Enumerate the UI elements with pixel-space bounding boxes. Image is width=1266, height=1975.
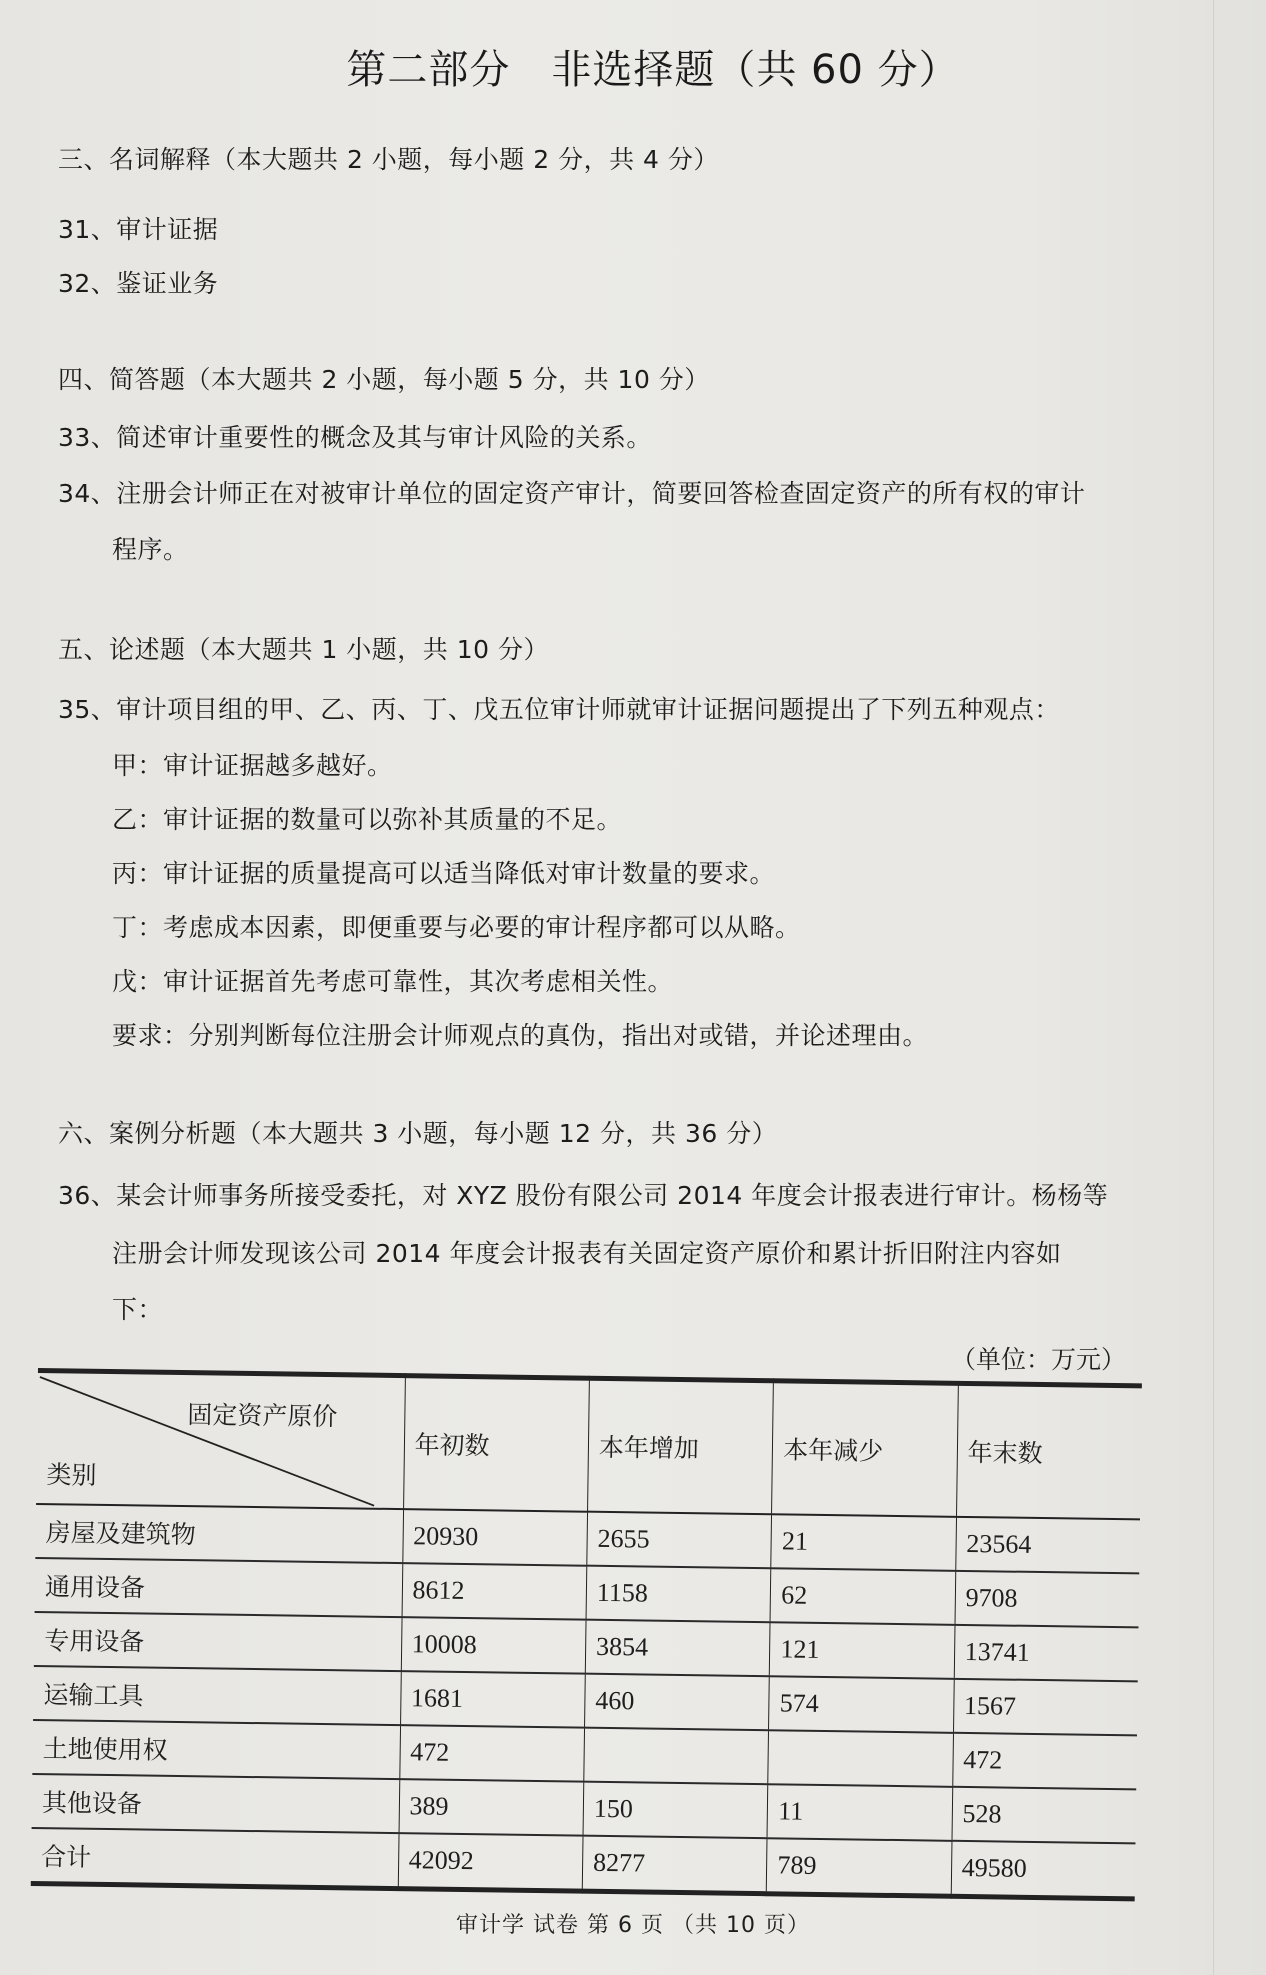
question-36-line2: 注册会计师发现该公司 2014 年度会计报表有关固定资产原价和累计折旧附注内容如 bbox=[112, 1239, 1062, 1268]
column-header-decrease: 本年减少 bbox=[772, 1381, 958, 1517]
column-header-begin: 年初数 bbox=[403, 1376, 589, 1512]
cell-begin: 389 bbox=[399, 1779, 584, 1836]
view-jia: 甲：审计证据越多越好。 bbox=[112, 751, 393, 780]
cell-decrease: 11 bbox=[767, 1784, 952, 1841]
page-footer: 审计学 试卷 第 6 页 （共 10 页） bbox=[456, 1913, 810, 1938]
cell-increase: 3854 bbox=[585, 1620, 770, 1677]
fixed-assets-table bbox=[31, 1368, 1142, 1901]
cell-begin: 472 bbox=[399, 1725, 584, 1782]
cell-begin: 8612 bbox=[402, 1563, 587, 1620]
cell-decrease: 121 bbox=[770, 1622, 955, 1679]
question-33: 33、简述审计重要性的概念及其与审计风险的关系。 bbox=[58, 423, 652, 452]
cell-end: 13741 bbox=[954, 1625, 1139, 1682]
cell-increase: 1158 bbox=[586, 1566, 771, 1623]
column-header-increase: 本年增加 bbox=[588, 1378, 774, 1514]
cell-decrease: 21 bbox=[771, 1514, 956, 1571]
question-36-line1: 36、某会计师事务所接受委托，对 XYZ 股份有限公司 2014 年度会计报表进行审计。杨杨等 bbox=[58, 1181, 1109, 1210]
row-category: 房屋及建筑物 bbox=[45, 1518, 196, 1550]
section-4-heading: 四、简答题（本大题共 2 小题，每小题 5 分，共 10 分） bbox=[58, 365, 710, 394]
view-bing: 丙：审计证据的质量提高可以适当降低对审计数量的要求。 bbox=[112, 859, 776, 888]
question-35-requirement: 要求：分别判断每位注册会计师观点的真伪，指出对或错，并论述理由。 bbox=[112, 1021, 929, 1050]
section-3-heading: 三、名词解释（本大题共 2 小题，每小题 2 分，共 4 分） bbox=[58, 145, 719, 174]
view-wu: 戊：审计证据首先考虑可靠性，其次考虑相关性。 bbox=[112, 967, 674, 996]
table-unit-label: （单位：万元） bbox=[950, 1345, 1126, 1374]
view-ding: 丁：考虑成本因素，即便重要与必要的审计程序都可以从略。 bbox=[112, 913, 801, 942]
fixed-assets-table-wrapper bbox=[31, 1368, 1142, 1901]
header-category: 类别 bbox=[46, 1460, 97, 1490]
row-category: 合计 bbox=[40, 1842, 92, 1872]
question-36-line3: 下： bbox=[112, 1295, 164, 1324]
diagonal-header-cell bbox=[36, 1370, 405, 1509]
cell-begin: 20930 bbox=[402, 1509, 587, 1566]
cell-decrease: 62 bbox=[770, 1568, 955, 1625]
question-32: 32、鉴证业务 bbox=[58, 269, 219, 298]
cell-end: 1567 bbox=[953, 1679, 1138, 1736]
section-6-heading: 六、案例分析题（本大题共 3 小题，每小题 12 分，共 36 分） bbox=[58, 1119, 778, 1148]
cell-decrease bbox=[768, 1730, 953, 1787]
cell-increase bbox=[584, 1728, 769, 1785]
row-category: 通用设备 bbox=[44, 1572, 146, 1603]
cell-begin: 10008 bbox=[401, 1617, 586, 1674]
question-35-intro: 35、审计项目组的甲、乙、丙、丁、戊五位审计师就审计证据问题提出了下列五种观点： bbox=[58, 695, 1060, 724]
cell-end: 528 bbox=[952, 1787, 1137, 1844]
cell-end: 472 bbox=[952, 1733, 1137, 1790]
table-header-row bbox=[36, 1370, 1142, 1519]
row-category: 其他设备 bbox=[41, 1788, 143, 1819]
cell-end: 23564 bbox=[955, 1517, 1140, 1574]
cell-increase: 2655 bbox=[587, 1512, 772, 1569]
row-category: 土地使用权 bbox=[42, 1734, 168, 1765]
cell-begin: 1681 bbox=[400, 1671, 585, 1728]
question-34-line1: 34、注册会计师正在对被审计单位的固定资产审计，简要回答检查固定资产的所有权的审计 bbox=[58, 479, 1086, 508]
question-31: 31、审计证据 bbox=[58, 215, 219, 244]
question-34-line2: 程序。 bbox=[112, 535, 189, 564]
header-original-cost: 固定资产原价 bbox=[187, 1400, 338, 1432]
cell-end: 9708 bbox=[955, 1571, 1140, 1628]
row-category: 运输工具 bbox=[43, 1680, 144, 1711]
cell-increase: 8277 bbox=[582, 1836, 767, 1894]
cell-decrease: 574 bbox=[769, 1676, 954, 1733]
view-yi: 乙：审计证据的数量可以弥补其质量的不足。 bbox=[112, 805, 623, 834]
cell-end: 49580 bbox=[951, 1841, 1136, 1899]
column-header-end: 年末数 bbox=[956, 1383, 1142, 1519]
page-title: 第二部分 非选择题（共 60 分） bbox=[346, 47, 960, 93]
cell-increase: 460 bbox=[584, 1674, 769, 1731]
page-fold-line bbox=[1213, 0, 1214, 1975]
cell-decrease: 789 bbox=[767, 1838, 952, 1896]
section-5-heading: 五、论述题（本大题共 1 小题，共 10 分） bbox=[58, 635, 550, 664]
row-category: 专用设备 bbox=[43, 1626, 145, 1657]
cell-begin: 42092 bbox=[398, 1833, 583, 1891]
cell-increase: 150 bbox=[583, 1782, 768, 1839]
